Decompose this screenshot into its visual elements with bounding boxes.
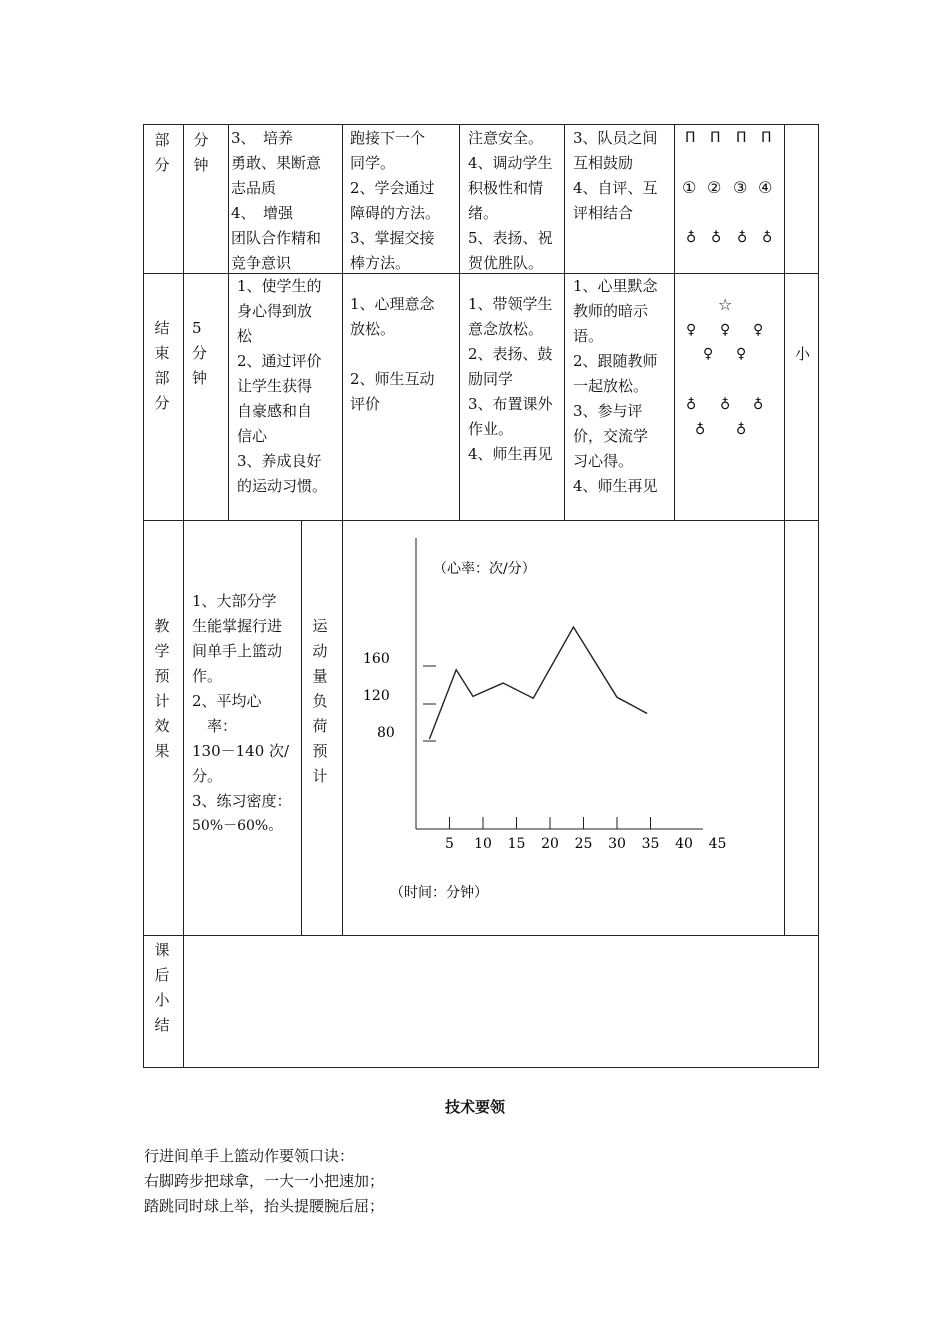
col-divider [784,124,785,936]
goal-line: 2、通过评价 [237,352,322,370]
content-line: 放松。 [350,320,396,338]
goal-line: 3、 培养 [231,129,294,147]
female-student-icon: ♀ [720,322,731,338]
effect-line: 率： [207,717,238,735]
col-divider [564,124,565,521]
goal-line: 团队合作精和 [231,229,322,247]
col-divider [459,124,460,521]
heart-rate-chart [343,521,783,935]
goal-line: 志品质 [231,179,277,197]
x-tick-label: 10 [474,836,492,852]
flag-icon: Π [761,130,772,146]
table-border-right [818,124,819,1068]
content-line: 棒方法。 [350,254,411,272]
content-line: 评价 [350,395,381,413]
time-line: 分 [192,344,208,362]
x-tick-label: 45 [708,836,727,852]
time-line: 钟 [192,369,208,387]
student-line: 3、队员之间 [573,129,658,147]
effect-line: 生能掌握行进 [192,617,283,635]
goal-line: 信心 [237,427,268,445]
student-line: 1、心里默念 [573,277,658,295]
flag-icon: Π [685,130,696,146]
x-tick-label: 40 [675,836,693,852]
col-divider [301,520,302,936]
male-student-icon: ♁ [720,397,731,413]
effect-line: 2、平均心 [192,692,262,710]
flag-icon: Π [736,130,747,146]
row2-goals [237,274,335,499]
col-divider [228,124,229,521]
x-tick-label: 25 [574,836,593,852]
female-student-icon: ♀ [703,346,714,362]
teacher-line: 2、表扬、鼓 [468,345,553,363]
row2-part-label: 结束部分 [154,319,170,412]
row2-content [350,292,454,417]
female-student-icon: ♀ [753,322,764,338]
row1-content [350,126,454,276]
teacher-line: 注意安全。 [468,129,544,147]
table-border-bottom [143,1067,819,1068]
male-student-icon: ♁ [686,397,697,413]
content-line [350,342,454,367]
row2-teacher [468,292,562,467]
male-student-icon: ♁ [695,422,706,438]
goal-line: 的运动习惯。 [237,477,328,495]
row2-student [573,274,671,499]
student-line: 2、跟随教师 [573,352,658,370]
student-line: 4、师生再见 [573,477,658,495]
row1-part-label: 部分 [154,131,170,174]
teacher-line: 积极性和情 [468,179,544,197]
male-student-icon: ♁ [762,230,773,246]
student-line: 4、自评、互 [573,179,658,197]
male-student-icon: ♁ [711,230,722,246]
effect-line: 1、大部分学 [192,592,277,610]
effect-line: 3、练习密度： [192,792,292,810]
col-divider [674,124,675,521]
content-line: 2、师生互动 [350,370,435,388]
row3-effects [192,589,296,839]
teacher-line: 励同学 [468,370,514,388]
goal-line: 竞争意识 [231,254,292,272]
student-line: 语。 [573,327,604,345]
row1-student [573,126,671,226]
circled-number-icon: ④ [758,178,773,197]
female-student-icon: ♀ [736,346,747,362]
male-student-icon: ♁ [753,397,764,413]
student-line: 价，交流学 [573,427,649,445]
content-line: 同学。 [350,154,396,172]
student-line: 一起放松。 [573,377,649,395]
teacher-line: 4、调动学生 [468,154,553,172]
teacher-line: 作业。 [468,420,514,438]
goal-line: 自豪感和自 [237,402,313,420]
x-tick-label: 15 [507,836,526,852]
teacher-line: 意念放松。 [468,320,544,338]
content-line: 障碍的方法。 [350,204,441,222]
row2-last-col: 小 [795,345,811,363]
section-title: 技术要领 [444,1098,505,1116]
row2-time [192,316,212,391]
flag-icon: Π [710,130,721,146]
y-tick-label: 80 [377,725,395,741]
section-line: 右脚跨步把球拿，一大一小把速加； [144,1172,385,1190]
teacher-line: 1、带领学生 [468,295,553,313]
row1-time-text: 分钟 [193,131,209,174]
male-student-icon: ♁ [736,422,747,438]
goal-line: 勇敢、果断意 [231,154,322,172]
x-tick-label: 5 [445,836,454,852]
circled-number-icon: ② [707,178,722,197]
row1-time-label [192,128,210,178]
x-tick-label: 35 [641,836,660,852]
goal-line: 3、养成良好 [237,452,322,470]
row1-goals [231,126,335,276]
teacher-line: 5、表扬、祝 [468,229,553,247]
chart-axes [416,538,703,829]
teacher-line: 绪。 [468,204,499,222]
goal-line: 松 [237,327,253,345]
x-ticks [445,817,726,852]
y-axis-label: （心率：次/分） [433,561,536,577]
content-line: 2、学会通过 [350,179,435,197]
teacher-line: 贺优胜队。 [468,254,544,272]
student-line: 评相结合 [573,204,634,222]
teacher-star-icon: ☆ [718,295,733,314]
row3-part-label: 教学预计效果 [154,617,170,760]
content-line: 1、心理意念 [350,295,435,313]
circled-number-icon: ③ [733,178,748,197]
section-line: 行进间单手上篮动作要领口诀： [144,1147,355,1165]
teacher-line: 3、布置课外 [468,395,553,413]
goal-line: 4、 增强 [231,204,294,222]
heart-rate-series-line [429,627,647,739]
effect-line: 间单手上篮动 [192,642,283,660]
content-line: 跑接下一个 [350,129,426,147]
y-ticks [363,651,436,741]
row4-part-label: 课后小结 [154,941,170,1034]
student-line: 教师的暗示 [573,302,649,320]
effect-line: 作。 [192,667,223,685]
y-tick-label: 160 [363,651,390,667]
goal-line: 1、使学生的 [237,277,322,295]
goal-line: 让学生获得 [237,377,313,395]
x-tick-label: 20 [541,836,559,852]
x-axis-label: （时间：分钟） [390,885,488,901]
goal-line: 身心得到放 [237,302,313,320]
male-student-icon: ♁ [737,230,748,246]
section-line: 踏跳同时球上举，抬头提腰腕后屈； [144,1197,385,1215]
content-line: 3、掌握交接 [350,229,435,247]
table-border-left [143,124,144,1068]
student-line: 3、参与评 [573,402,643,420]
circled-number-icon: ① [682,178,697,197]
effect-line: 分。 [192,767,223,785]
teacher-line: 4、师生再见 [468,445,553,463]
effect-line: 50%－60%。 [192,818,283,834]
row1-teacher [468,126,562,276]
y-tick-label: 120 [363,688,390,704]
effect-line: 130－140 次/ [192,742,290,760]
section-body [144,1144,384,1219]
student-line: 互相鼓励 [573,154,634,172]
female-student-icon: ♀ [686,322,697,338]
row-divider [143,935,819,936]
time-line: 5 [192,319,202,337]
x-tick-label: 30 [608,836,626,852]
col-divider [183,124,184,1068]
student-line: 习心得。 [573,452,634,470]
table-border-top [143,124,819,125]
male-student-icon: ♁ [686,230,697,246]
row3-load-label: 运动量负荷预计 [312,617,328,785]
